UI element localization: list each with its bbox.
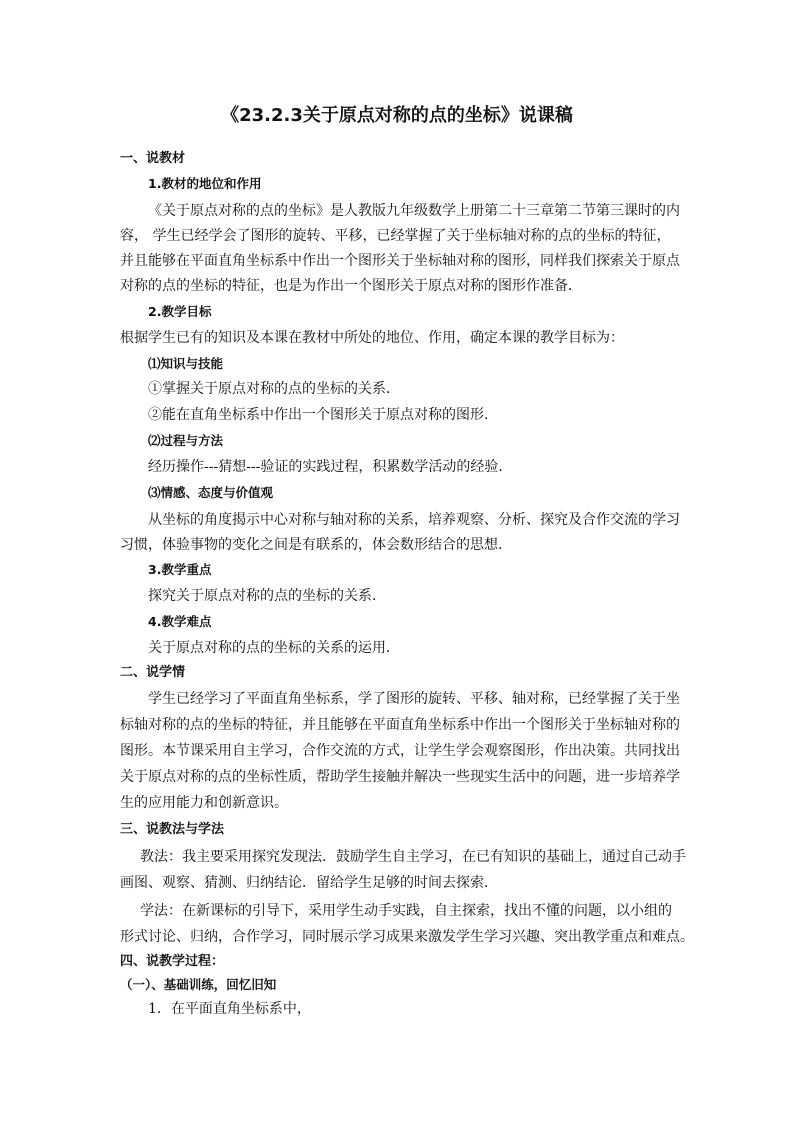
section-heading-textbook: 一、说教材 (120, 151, 186, 166)
paragraph-line: 根据学生已有的知识及本课在教材中所处的地位、作用，确定本课的教学目标为： (120, 330, 624, 346)
paragraph-line: 《关于原点对称的点的坐标》是人教版九年级数学上册第二十三章第二节第三课时的内 (148, 203, 680, 219)
paragraph-line: 对称的点的坐标的特征，也是为作出一个图形关于原点对称的图形作准备． (120, 278, 582, 294)
paragraph-line: 形式讨论、归纳，合作学习，同时展示学习成果来激发学生学习兴趣、突出教学重点和难点。 (120, 929, 694, 945)
paragraph-line: 习惯，体验事物的变化之间是有联系的，体会数形结合的思想． (120, 537, 512, 553)
paragraph-line: 1．在平面直角坐标系中， (148, 1001, 311, 1017)
paragraph-line: 学法：在新课标的引导下，采用学生动手实践，自主探索，找出不懂的问题，以小组的 (140, 903, 672, 919)
goal-heading-process: ⑵过程与方法 (148, 433, 224, 448)
paragraph-line: 图形。本节课采用自主学习，合作交流的方式，让学生学会观察图形，作出决策。共同找出 (120, 743, 680, 759)
subheading-key-point: 3.教学重点 (148, 562, 212, 577)
section-heading-students: 二、说学情 (120, 665, 186, 680)
goal-item: ②能在直角坐标系中作出一个图形关于原点对称的图形． (148, 407, 498, 423)
goal-heading-knowledge: ⑴知识与技能 (148, 356, 224, 371)
subheading-basic-training: （一）、基础训练，回忆旧知 (120, 977, 277, 992)
subheading-position-role: 1.教材的地位和作用 (148, 176, 262, 191)
subheading-teaching-goals: 2.教学目标 (148, 304, 212, 319)
goal-item: 经历操作---猜想---验证的实践过程，积累数学活动的经验． (148, 459, 513, 475)
paragraph-line: 生的应用能力和创新意识。 (120, 795, 288, 811)
subheading-difficulty: 4.教学难点 (148, 614, 212, 629)
section-heading-methods: 三、说教法与学法 (120, 822, 225, 837)
section-heading-process: 四、说教学过程： (120, 954, 225, 969)
paragraph-line: 容， 学生已经学会了图形的旋转、平移，已经掌握了关于坐标轴对称的点的坐标的特征， (120, 228, 671, 244)
paragraph-line: 关于原点对称的点的坐标性质，帮助学生接触并解决一些现实生活中的问题，进一步培养学 (120, 769, 680, 785)
paragraph-line: 并且能够在平面直角坐标系中作出一个图形关于坐标轴对称的图形，同样我们探索关于原点 (120, 253, 680, 269)
paragraph-line: 标轴对称的点的坐标的特征，并且能够在平面直角坐标系中作出一个图形关于坐标轴对称的 (120, 717, 680, 733)
goal-heading-attitude: ⑶情感、态度与价值观 (148, 485, 274, 500)
paragraph-line: 画图、观察、猜测、归纳结论．留给学生足够的时间去探索． (120, 875, 498, 891)
paragraph-line: 探究关于原点对称的点的坐标的关系． (148, 588, 386, 604)
paragraph-line: 关于原点对称的点的坐标的关系的运用． (148, 640, 400, 656)
paragraph-line: 教法：我主要采用探究发现法．鼓励学生自主学习，在已有知识的基础上，通过自己动手 (140, 849, 686, 865)
paragraph-line: 学生已经学习了平面直角坐标系，学了图形的旋转、平移、轴对称，已经掌握了关于坐 (148, 691, 680, 707)
goal-item: ①掌握关于原点对称的点的坐标的关系． (148, 381, 400, 397)
document-title: 《23.2.3关于原点对称的点的坐标》说课稿 (221, 105, 573, 126)
paragraph-line: 从坐标的角度揭示中心对称与轴对称的关系，培养观察、分析、探究及合作交流的学习 (148, 512, 680, 528)
